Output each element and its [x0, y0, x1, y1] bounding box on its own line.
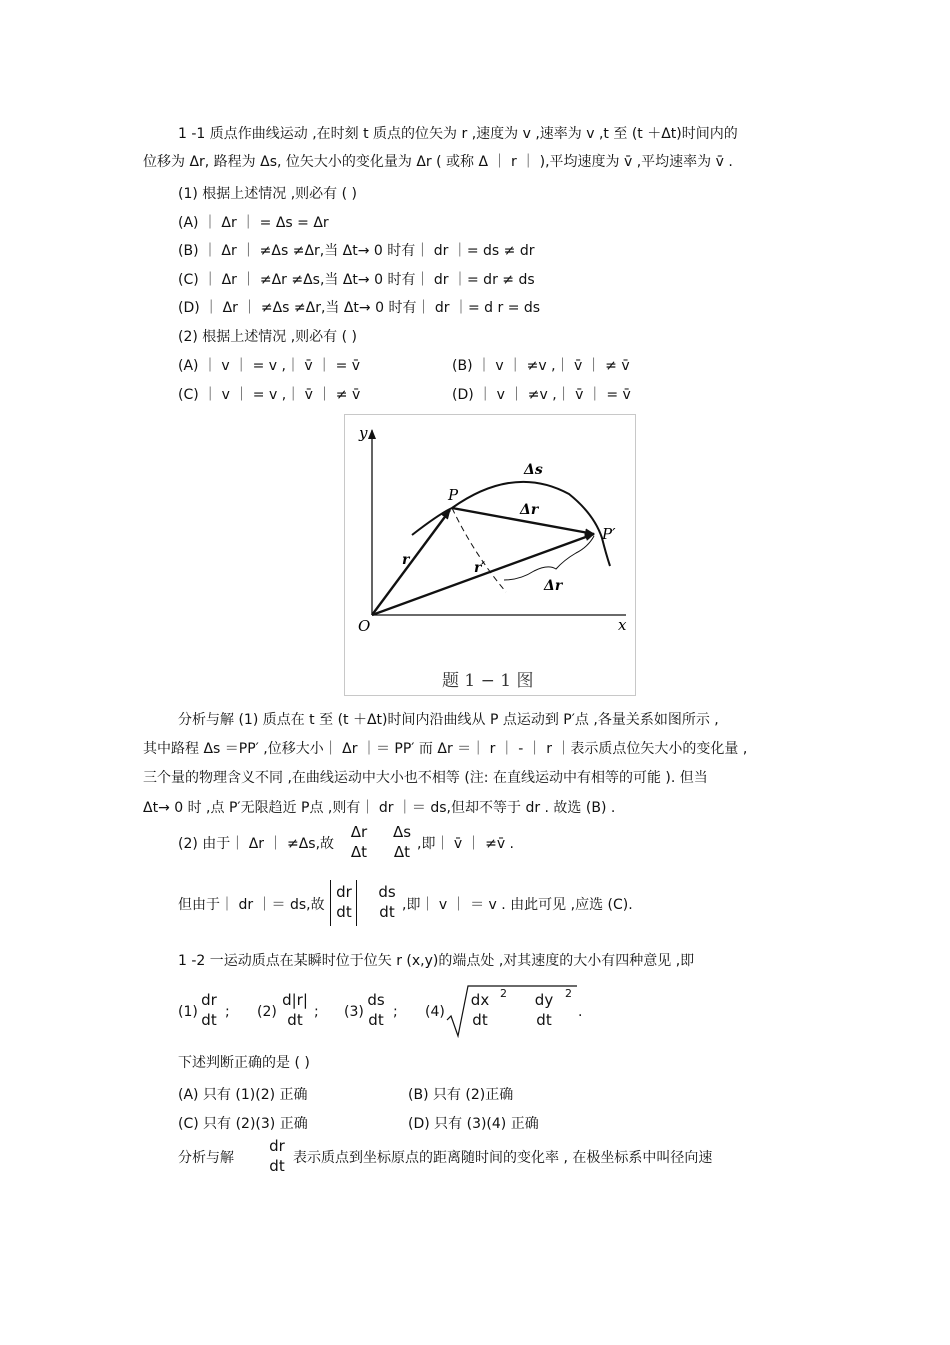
fraction-denominator: Δt: [393, 843, 411, 861]
q1-option-2d: (D) ｜ v ｜ ≠v ,｜ v̄ ｜ = v̄: [452, 387, 631, 403]
q2-line-1: 1 -2 一运动质点在某瞬时位于位矢 r (x,y)的端点处 ,对其速度的大小有四种意见 ,即: [178, 953, 695, 969]
q1-subquestion-2: (2) 根据上述情况 ,则必有 ( ): [178, 329, 358, 345]
q2-option-c: (C) 只有 (2)(3) 正确: [178, 1116, 308, 1132]
fraction-denominator: dt: [368, 1011, 384, 1029]
q2-option-3-fraction: [362, 990, 390, 1030]
a1-line-4: Δt→ 0 时 ,点 P′无限趋近 P点 ,则有｜ dr ｜＝ ds,但却不等于 dr . 故选 (B) .: [143, 800, 616, 816]
fraction-denominator: dt: [336, 903, 352, 921]
q1-option-1b: (B) ｜ Δr ｜ ≠Δs ≠Δr,当 Δt→ 0 时有｜ dr ｜= ds ≠ dr: [178, 243, 535, 259]
fraction-denominator: dt: [379, 903, 395, 921]
q1-option-2c: (C) ｜ v ｜ = v ,｜ v̄ ｜ ≠ v̄: [178, 387, 361, 403]
q2-option-4-fraction-dy: [530, 990, 558, 1030]
fraction-numerator: d|r|: [282, 991, 308, 1009]
fraction-dr-dt-1: [344, 822, 374, 862]
fraction-ds-dt-1: [387, 822, 417, 862]
origin-label: O: [358, 617, 371, 635]
fraction-dr-dt-2: [333, 882, 355, 922]
fraction-denominator: dt: [201, 1011, 217, 1029]
fraction-denominator: dt: [536, 1011, 552, 1029]
q1-option-2b: (B) ｜ v ｜ ≠v ,｜ v̄ ｜ ≠ v̄: [452, 358, 630, 374]
a1-line-3: 三个量的物理含义不同 ,在曲线运动中大小也不相等 (注: 在直线运动中有相等的可能 ). 但当: [143, 770, 708, 786]
fraction-numerator: dx: [470, 991, 490, 1009]
q1-subquestion-1: (1) 根据上述情况 ,则必有 ( ): [178, 186, 358, 202]
a1-part3-prefix: 但由于｜ dr ｜＝ ds,故: [178, 897, 325, 913]
x-axis-label: x: [618, 616, 627, 634]
q2-option-4-exponent-1: 2: [500, 987, 507, 1000]
q2-analysis-prefix: 分析与解: [178, 1150, 234, 1166]
q2-analysis-fraction: [264, 1136, 290, 1176]
a1-part2-suffix: ,即｜ v̄ ｜ ≠v̄ .: [417, 836, 515, 852]
fraction-denominator: dt: [472, 1011, 488, 1029]
point-p-label: P: [448, 486, 459, 504]
q2-judge: 下述判断正确的是 ( ): [178, 1055, 310, 1071]
y-axis-label: y: [359, 424, 368, 442]
fraction-denominator: dt: [269, 1157, 285, 1175]
q1-line-2: 位移为 Δr, 路程为 Δs, 位矢大小的变化量为 Δr ( 或称 Δ ｜ r ｜ ),平均速度为 v̄ ,平均速率为 v̄ .: [143, 154, 733, 170]
fraction-denominator: Δt: [350, 843, 368, 861]
q2-option-3-label: (3): [344, 1004, 364, 1020]
figure-border: [345, 415, 636, 696]
delta-r-bottom-label: Δr: [544, 578, 563, 594]
point-p-prime-label: P′: [602, 525, 616, 543]
figure-diagram: [344, 414, 636, 696]
fraction-numerator: ds: [367, 991, 385, 1009]
a1-line-2: 其中路程 Δs ＝PP′ ,位移大小｜ Δr ｜＝ PP′ 而 Δr ＝｜ r ｜ - ｜ r ｜表示质点位矢大小的变化量 ,: [143, 741, 748, 757]
q2-option-1-label: (1): [178, 1004, 198, 1020]
q2-option-d: (D) 只有 (3)(4) 正确: [408, 1116, 539, 1132]
fraction-denominator: dt: [287, 1011, 303, 1029]
q1-line-1: 1 -1 质点作曲线运动 ,在时刻 t 质点的位矢为 r ,速度为 v ,速率为 v ,t 至 (t ＋Δt)时间内的: [178, 126, 738, 142]
q2-option-3-sep: ;: [393, 1004, 398, 1020]
abs-bar-right: [356, 880, 357, 926]
q2-option-a: (A) 只有 (1)(2) 正确: [178, 1087, 308, 1103]
q2-option-1-fraction: [196, 990, 222, 1030]
fraction-numerator: dy: [534, 991, 554, 1009]
fraction-numerator: Δs: [392, 823, 412, 841]
q2-option-4-end: .: [578, 1004, 583, 1020]
figure-caption: 题 1 − 1 图: [442, 671, 534, 691]
q2-option-4-fraction-dx: [466, 990, 494, 1030]
q2-option-1-sep: ;: [225, 1004, 230, 1020]
q2-option-2-sep: ;: [314, 1004, 319, 1020]
q1-option-1c: (C) ｜ Δr ｜ ≠Δr ≠Δs,当 Δt→ 0 时有｜ dr ｜= dr ≠ ds: [178, 272, 535, 288]
fraction-numerator: dr: [336, 883, 352, 901]
a1-part2-prefix: (2) 由于｜ Δr ｜ ≠Δs,故: [178, 836, 335, 852]
r-prime-label: r′: [474, 560, 486, 576]
q2-option-4-label: (4): [425, 1004, 445, 1020]
a1-line-1: 分析与解 (1) 质点在 t 至 (t ＋Δt)时间内沿曲线从 P 点运动到 P′点 ,各量关系如图所示 ,: [178, 712, 719, 728]
a1-part3-suffix: ,即｜ v ｜ ＝ v . 由此可见 ,应选 (C).: [402, 897, 633, 913]
fraction-numerator: dr: [269, 1137, 285, 1155]
abs-bar-left: [330, 880, 331, 926]
q2-analysis-suffix: 表示质点到坐标原点的距离随时间的变化率 , 在极坐标系中叫径向速: [293, 1150, 713, 1166]
q2-option-2-fraction: [278, 990, 312, 1030]
q1-option-2a: (A) ｜ v ｜ = v ,｜ v̄ ｜ = v̄: [178, 358, 361, 374]
q1-option-1d: (D) ｜ Δr ｜ ≠Δs ≠Δr,当 Δt→ 0 时有｜ dr ｜= d r = ds: [178, 300, 541, 316]
fraction-ds-dt-2: [372, 882, 402, 922]
q2-option-b: (B) 只有 (2)正确: [408, 1087, 514, 1103]
delta-s-label: Δs: [524, 462, 543, 478]
q2-option-4-exponent-2: 2: [565, 987, 572, 1000]
q1-option-1a: (A) ｜ Δr ｜ = Δs = Δr: [178, 215, 329, 231]
delta-r-label: Δr: [520, 502, 539, 518]
figure-1-1: [344, 414, 636, 696]
fraction-numerator: Δr: [350, 823, 368, 841]
fraction-numerator: ds: [378, 883, 396, 901]
fraction-numerator: dr: [201, 991, 217, 1009]
q2-option-2-label: (2): [257, 1004, 277, 1020]
r-label: r: [402, 552, 410, 568]
